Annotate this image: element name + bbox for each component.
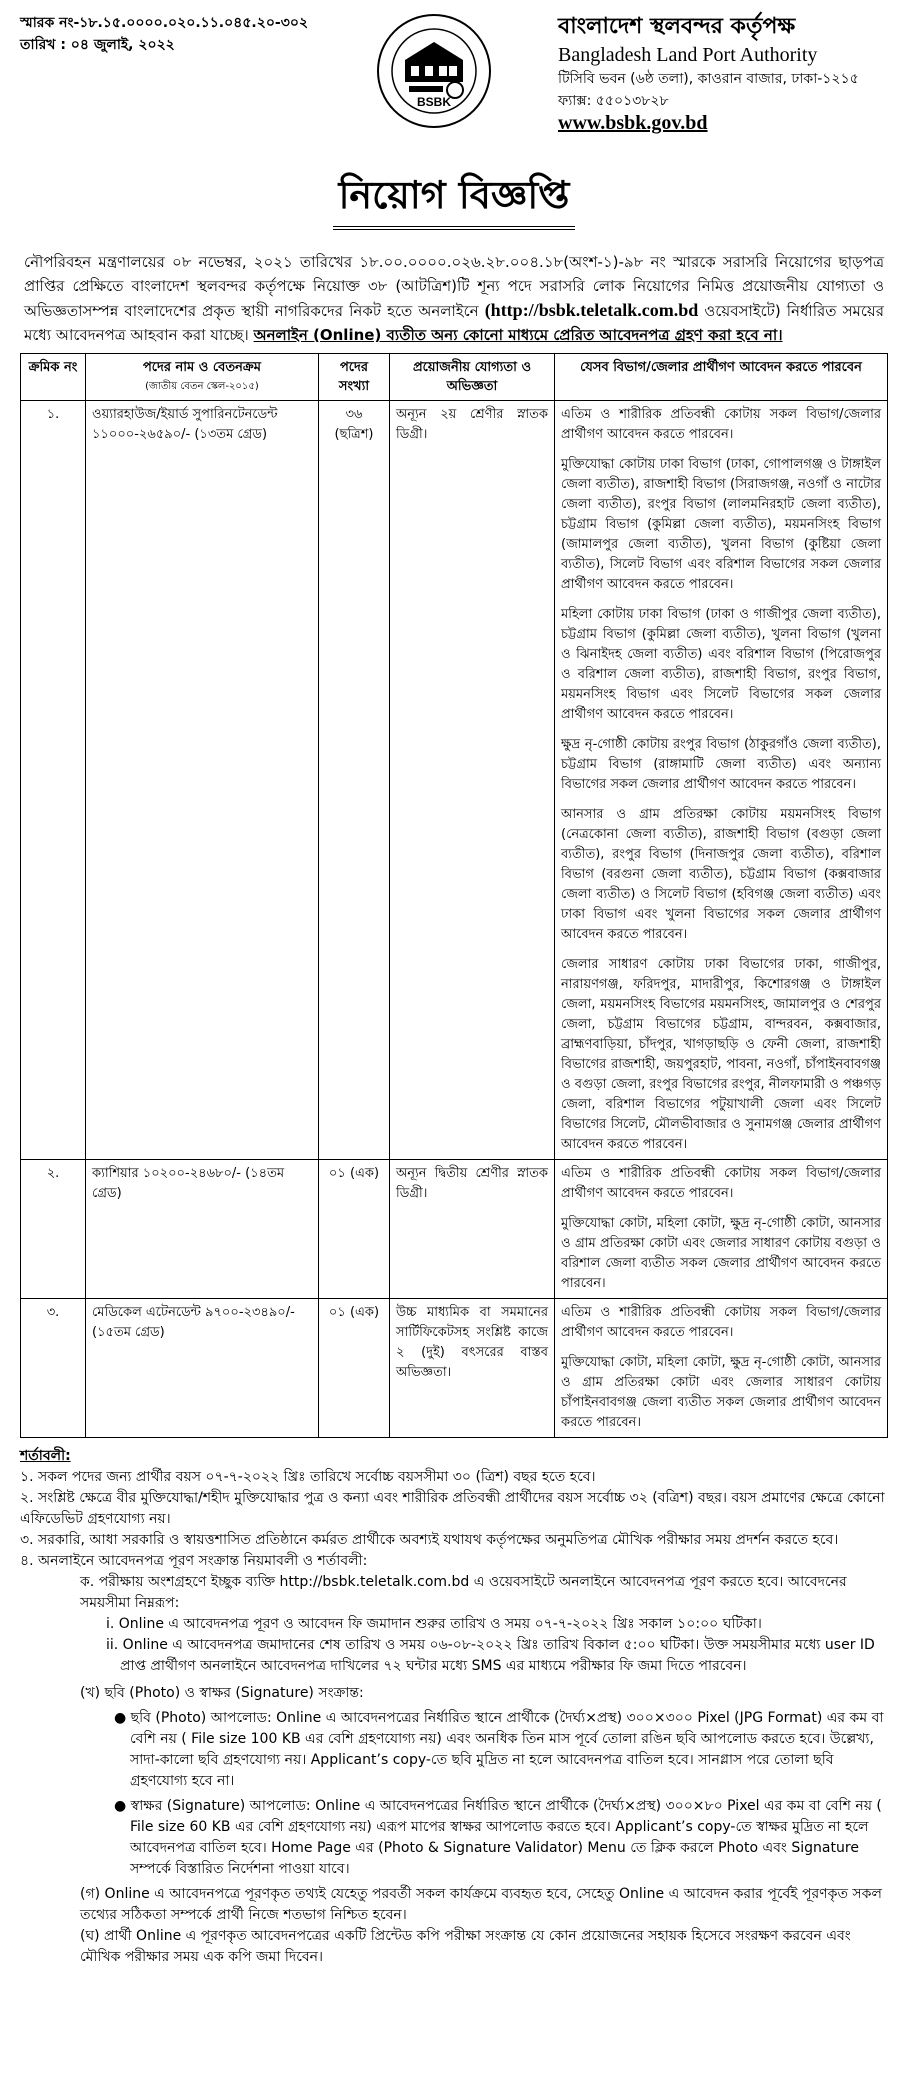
org-fax: ফ্যাক্স: ৫৫০১৩৮২৮ <box>558 93 669 109</box>
condition-item: ৩. সরকারি, আধা সরকারি ও স্বায়ত্তশাসিত প্রতিষ্ঠানে কর্মরত প্রার্থীকে অবশ্যই যথাযথ কর্তৃপক্ষের অনুমতিপত্র মৌখিক পরীক্ষার সময় প্রদর্শন করতে হবে। <box>20 1532 839 1548</box>
table-row <box>21 1299 888 1438</box>
quota-paragraph: জেলার সাধারণ কোটায় ঢাকা বিভাগের ঢাকা, গাজীপুর, নারায়ণগঞ্জ, ফরিদপুর, মাদারীপুর, কিশোরগঞ্জ ও টাঙ্গাইল জেলা, ময়মনসিংহ বিভাগের ময়মনসিংহ, জামালপুর ও শেরপুর জেলা, চট্টগ্রাম বিভাগের চট্টগ্রাম, বান্দরবন, কক্সবাজার, ব্রাহ্মণবাড়িয়া, চাঁদপুর, খাগড়াছড়ি ও ফেনী জেলা, রাজশাহী বিভাগের রাজশাহী, জয়পুরহাট, পাবনা, নওগাঁ, চাঁপাইনবাবগঞ্জ ও বগুড়া জেলা, রংপুর বিভাগের রংপুর, নীলফামারী ও পঞ্চগড় জেলা, বরিশাল বিভাগের পটুয়াখালী জেলা এবং সিলেট বিভাগের সিলেট, মৌলভীবাজার ও সুনামগঞ্জ জেলার প্রার্থীগণ আবেদন করতে পারবেন। <box>561 957 881 1152</box>
teletalk-link[interactable]: (http://bsbk.teletalk.com.bd <box>484 300 699 320</box>
table-header-row <box>21 354 888 401</box>
quota-paragraph: আনসার ও গ্রাম প্রতিরক্ষা কোটায় ময়মনসিংহ বিভাগ (নেত্রকোনা জেলা ব্যতীত), রাজশাহী বিভাগ (বগুড়া জেলা ব্যতীত), রংপুর বিভাগ (দিনাজপুর জেলা ব্যতীত), বরিশাল বিভাগ (বরগুনা জেলা ব্যতীত), চট্টগ্রাম বিভাগ (কক্সবাজার জেলা ব্যতীত) ও সিলেট বিভাগ (হবিগঞ্জ জেলা ব্যতীত) এবং ঢাকা বিভাগ এবং খুলনা বিভাগের সকল জেলার প্রার্থীগণ আবেদন করতে পারবেন। <box>561 807 881 942</box>
row-serial: ১. <box>21 401 86 1160</box>
row-districts <box>555 401 888 1160</box>
letterhead <box>20 12 888 152</box>
quota-paragraph: এতিম ও শারীরিক প্রতিবন্ধী কোটায় সকল বিভাগ/জেলার প্রার্থীগণ আবেদন করতে পারবেন। <box>561 1166 881 1201</box>
col-post-sub: (জাতীয় বেতন স্কেল-২০১৫) <box>145 381 259 392</box>
row-count: ৩৬ (ছত্রিশ) <box>319 401 390 1160</box>
org-block <box>558 12 888 134</box>
col-post <box>86 354 319 401</box>
row-serial: ২. <box>21 1160 86 1299</box>
memo-number: স্মারক নং-১৮.১৫.০০০০.০২০.১১.০৪৫.২০-৩০২ <box>20 15 309 31</box>
row-serial: ৩. <box>21 1299 86 1438</box>
row-count: ০১ (এক) <box>319 1299 390 1438</box>
col-qual: প্রয়োজনীয় যোগ্যতা ও অভিজ্ঞতা <box>390 354 555 401</box>
row-districts <box>555 1299 888 1438</box>
col-district: যেসব বিভাগ/জেলার প্রার্থীগণ আবেদন করতে পারবেন <box>555 354 888 401</box>
col-post-label: পদের নাম ও বেতনক্রম <box>142 360 262 375</box>
condition-subitem: (গ) Online এ আবেদনপত্রে পূরণকৃত তথ্যই যেহেতু পরবর্তী সকল কার্যক্রমে ব্যবহৃত হবে, সেহেতু Online এ আবেদন করার পূর্বেই পূরণকৃত সকল তথ্যের সঠিকতা সম্পর্কে প্রার্থী নিজে শতভাগ নিশ্চিত হবেন। <box>80 1886 882 1923</box>
org-name-bn: বাংলাদেশ স্থলবন্দর কর্তৃপক্ষ <box>558 14 796 39</box>
condition-item: ১. সকল পদের জন্য প্রার্থীর বয়স ০৭-৭-২০২২ খ্রিঃ তারিখে সর্বোচ্চ বয়সসীমা ৩০ (ত্রিশ) বছর হতে হবে। <box>20 1469 596 1485</box>
row-post: মেডিকেল এটেনডেন্ট ৯৭০০-২৩৪৯০/- (১৫তম গ্রেড) <box>86 1299 319 1438</box>
condition-subitem: (খ) ছবি (Photo) ও স্বাক্ষর (Signature) সংক্রান্ত: <box>80 1685 364 1701</box>
row-districts <box>555 1160 888 1299</box>
quota-paragraph: মুক্তিযোদ্ধা কোটা, মহিলা কোটা, ক্ষুদ্র নৃ-গোষ্ঠী কোটা, আনসার ও গ্রাম প্রতিরক্ষা কোটা এবং জেলার সাধারণ কোটায় বগুড়া ও বরিশাল জেলা ব্যতীত সকল জেলার প্রার্থীগণ আবেদন করতে পারবেন। <box>561 1216 881 1291</box>
photo-upload-bullet <box>20 1708 888 1792</box>
intro-paragraph <box>24 250 884 347</box>
col-serial: ক্রমিক নং <box>21 354 86 401</box>
signature-upload-bullet <box>20 1796 888 1880</box>
quota-paragraph: এতিম ও শারীরিক প্রতিবন্ধী কোটায় সকল বিভাগ/জেলার প্রার্থীগণ আবেদন করতে পারবেন। <box>561 1305 881 1340</box>
quota-paragraph: মুক্তিযোদ্ধা কোটা, মহিলা কোটা, ক্ষুদ্র নৃ-গোষ্ঠী কোটা, আনসার ও গ্রাম প্রতিরক্ষা কোটা এবং জেলার সাধারণ কোটায় চাঁপাইনবাবগঞ্জ জেলা ব্যতীত সকল জেলার প্রার্থীগণ আবেদন করতে পারবেন। <box>561 1355 881 1430</box>
intro-text-1: নৌপরিবহন মন্ত্রণালয়ের ০৮ নভেম্বর, ২০২১ তারিখের ১৮.০০.০০০০.০২৬.২৮.০০৪.১৮(অংশ-১)-৯৮ নং স্মারকে সরাসরি নিয়োগের ছাড়পত্র প্রাপ্তির প্রেক্ষিতে বাংলাদেশ স্থলবন্দর কর্তৃপক্ষে নিয়োক্ত ৩৮ (আটত্রিশ)টি শূন্য পদে সরাসরি লোক নিয়োগের নিমিত্ত প্রয়োজনীয় যোগ্যতা ও অভিজ্ঞতাসম্পন্ন বাংলাদেশের প্রকৃত স্থায়ী নাগরিকদের নিকট হতে অনলাইনে <box>24 253 884 320</box>
row-post: ওয়্যারহাউজ/ইয়ার্ড সুপারিনটেনডেন্ট ১১০০০-২৬৫৯০/- (১৩তম গ্রেড) <box>86 401 319 1160</box>
bullet-text: ছবি (Photo) আপলোড: Online এ আবেদনপত্রের নির্ধারিত স্থানে প্রার্থীকে (দৈর্ঘ্য×প্রস্থ) ৩০০×৩০০ Pixel (JPG Format) এর কম বা বেশি নয় ( File size 100 KB এর বেশি গ্রহণযোগ্য নয়) এবং অনধিক তিন মাস পূর্বে তোলা রঙিন ছবি আপলোড করতে হবে। উল্লেখ্য, সাদা-কালো ছবি গ্রহণযোগ্য নয়। Applicant’s copy-তে ছবি মুদ্রিত না হলে আবেদনপত্র বাতিল হবে। সানগ্লাস পরে তোলা ছবি গ্রহণযোগ্য হবে না। <box>130 1710 884 1789</box>
online-only-note: অনলাইন (Online) ব্যতীত অন্য কোনো মাধ্যমে প্রেরিত আবেদনপত্র গ্রহণ করা হবে না। <box>253 326 783 344</box>
condition-subitem: (ঘ) প্রার্থী Online এ পূরণকৃত আবেদনপত্রের একটি প্রিন্টেড কপি পরীক্ষা সংক্রান্ত যে কোন প্রয়োজনের সহায়ক হিসেবে সংরক্ষণ করবেন এবং মৌখিক পরীক্ষার সময় এক কপি জমা দিবেন। <box>80 1928 851 1965</box>
bsbk-logo <box>375 12 493 130</box>
bullet-text: স্বাক্ষর (Signature) আপলোড: Online এ আবেদনপত্রের নির্ধারিত স্থানে প্রার্থীকে (দৈর্ঘ্য×প্রস্থ) ৩০০×৮০ Pixel এর কম বা বেশি নয় ( File size 60 KB এর বেশি গ্রহণযোগ্য নয়) এরূপ মাপের স্বাক্ষর আপলোড করতে হবে। Applicant’s copy-তে স্বাক্ষর মুদ্রিত না হলে আবেদনপত্র বাতিল হবে। Home Page এর (Photo & Signature Validator) Menu তে ক্লিক করলে Photo এবং Signature সম্পর্কে বিস্তারিত নির্দেশনা পাওয়া যাবে। <box>130 1798 882 1877</box>
bullet-icon: ● <box>114 1798 131 1814</box>
title-wrap <box>20 168 888 238</box>
condition-subitem: ক. পরীক্ষায় অংশগ্রহণে ইচ্ছুক ব্যক্তি http://bsbk.teletalk.com.bd এ ওয়েবসাইটে অনলাইনে আবেদনপত্র পূরণ করতে হবে। আবেদনের সময়সীমা নিম্নরূপ: <box>80 1574 847 1611</box>
page-title: নিয়োগ বিজ্ঞপ্তি <box>333 168 576 230</box>
quota-paragraph: ক্ষুদ্র নৃ-গোষ্ঠী কোটায় রংপুর বিভাগ (ঠাকুরগাঁও জেলা ব্যতীত), চট্টগ্রাম বিভাগ (রাঙ্গামাটি জেলা ব্যতীত) এবং অন্যান্য বিভাগের সকল জেলার প্রার্থীগণ আবেদন করতে পারবেন। <box>561 737 881 792</box>
row-qual: অন্যূন দ্বিতীয় শ্রেণীর স্নাতক ডিগ্রী। <box>390 1160 555 1299</box>
row-qual: অন্যূন ২য় শ্রেণীর স্নাতক ডিগ্রী। <box>390 401 555 1160</box>
condition-subitem: i. Online এ আবেদনপত্র পূরণ ও আবেদন ফি জমাদান শুরুর তারিখ ও সময় ০৭-৭-২০২২ খ্রিঃ সকাল ১০:০০ ঘটিকা। <box>106 1616 762 1632</box>
table-row <box>21 401 888 1160</box>
org-website-link[interactable]: www.bsbk.gov.bd <box>558 112 708 134</box>
conditions-section <box>20 1446 888 1968</box>
condition-item: ৪. অনলাইনে আবেদনপত্র পূরণ সংক্রান্ত নিয়মাবলী ও শর্তাবলী: <box>20 1553 368 1569</box>
condition-item: ২. সংশ্লিষ্ট ক্ষেত্রে বীর মুক্তিযোদ্ধা/শহীদ মুক্তিযোদ্ধার পুত্র ও কন্যা এবং শারীরিক প্রতিবন্ধী প্রার্থীদের বয়স সর্বোচ্চ ৩২ (বত্রিশ) বছর। বয়স প্রমাণের ক্ষেত্রে কোনো এফিডেভিট গ্রহণযোগ্য নয়। <box>20 1490 885 1527</box>
row-count: ০১ (এক) <box>319 1160 390 1299</box>
svg-text:BSBK: BSBK <box>416 95 452 109</box>
row-qual: উচ্চ মাধ্যমিক বা সমমানের সার্টিফিকেটসহ সংশ্লিষ্ট কাজে ২ (দুই) বৎসরের বাস্তব অভিজ্ঞতা। <box>390 1299 555 1438</box>
bullet-icon: ● <box>114 1710 131 1726</box>
posts-table <box>20 353 888 1438</box>
conditions-heading: শর্তাবলী: <box>20 1448 71 1464</box>
org-name-en: Bangladesh Land Port Authority <box>558 44 818 66</box>
row-post: ক্যাশিয়ার ১০২০০-২৪৬৮০/- (১৪তম গ্রেড) <box>86 1160 319 1299</box>
seal-icon <box>375 12 493 130</box>
col-count: পদের সংখ্যা <box>319 354 390 401</box>
table-row <box>21 1160 888 1299</box>
condition-subitem: ii. Online এ আবেদনপত্র জমাদানের শেষ তারিখ ও সময় ০৬-০৮-২০২২ খ্রিঃ তারিখ বিকাল ৫:০০ ঘটিকা। উক্ত সময়সীমার মধ্যে user ID প্রাপ্ত প্রার্থীগণ অনলাইনে আবেদনপত্র দাখিলের ৭২ ঘন্টার মধ্যে SMS এর মাধ্যমে পরীক্ষার ফি জমা দিতে পারবেন। <box>106 1637 875 1674</box>
quota-paragraph: মহিলা কোটায় ঢাকা বিভাগ (ঢাকা ও গাজীপুর জেলা ব্যতীত), চট্টগ্রাম বিভাগ (কুমিল্লা জেলা ব্যতীত), খুলনা বিভাগ (খুলনা ও ঝিনাইদহ জেলা ব্যতীত) এবং বরিশাল বিভাগ (পিরোজপুর ও বরিশাল জেলা ব্যতীত), রাজশাহী বিভাগ, রংপুর বিভাগ, ময়মনসিংহ বিভাগ এবং সিলেট বিভাগের সকল জেলার প্রার্থীগণ আবেদন করতে পারবেন। <box>561 607 881 722</box>
memo-date: তারিখ : ০৪ জুলাই, ২০২২ <box>20 37 175 53</box>
org-address: টিসিবি ভবন (৬ষ্ঠ তলা), কাওরান বাজার, ঢাকা-১২১৫ <box>558 71 859 87</box>
intro-text-2: ওয়েবসাইটে) নির্ধারিত সময়ের মধ্যে আবেদনপত্র আহবান করা যাচ্ছে। <box>24 302 884 344</box>
quota-paragraph: মুক্তিযোদ্ধা কোটায় ঢাকা বিভাগ (ঢাকা, গোপালগঞ্জ ও টাঙ্গাইল জেলা ব্যতীত), রাজশাহী বিভাগ (সিরাজগঞ্জ, নওগাঁ ও নাটোর জেলা ব্যতীত), রংপুর বিভাগ (লালমনিরহাট জেলা ব্যতীত), চট্টগ্রাম বিভাগ (কুমিল্লা জেলা ব্যতীত), ময়মনসিংহ বিভাগ (জামালপুর জেলা ব্যতীত), খুলনা বিভাগ (কুষ্টিয়া জেলা ব্যতীত), সিলেট বিভাগ এবং বরিশাল বিভাগের সকল জেলার প্রার্থীগণ আবেদন করতে পারবেন। <box>561 457 881 592</box>
quota-paragraph: এতিম ও শারীরিক প্রতিবন্ধী কোটায় সকল বিভাগ/জেলার প্রার্থীগণ আবেদন করতে পারবেন। <box>561 407 881 442</box>
memo-block <box>20 12 310 56</box>
